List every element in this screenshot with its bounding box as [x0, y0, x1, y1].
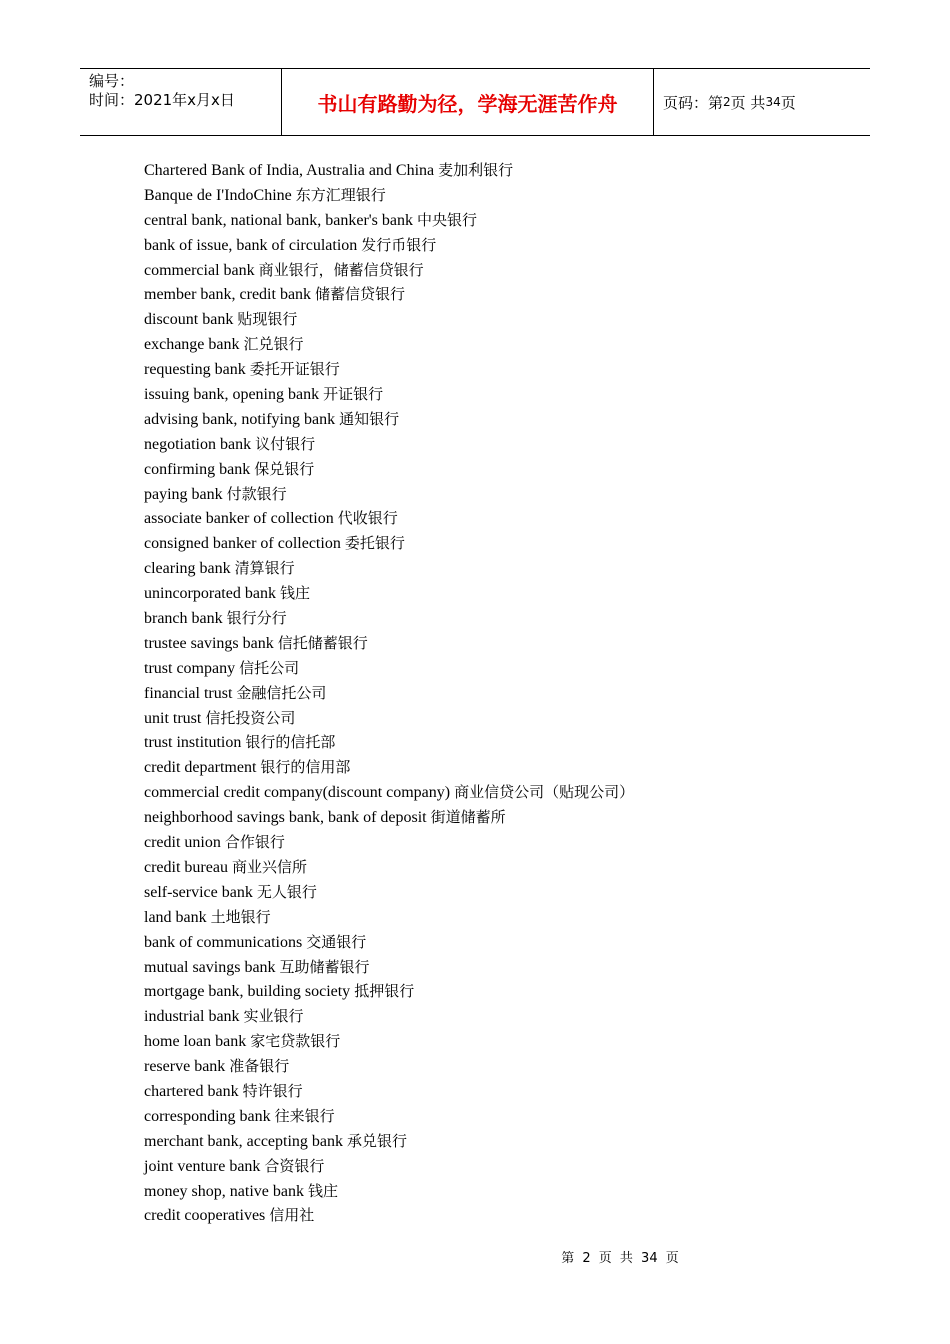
glossary-entry: [144, 1129, 634, 1154]
entry-chinese-term: 往来银行: [274, 1106, 335, 1125]
entry-chinese-term: 开证银行: [323, 385, 384, 404]
glossary-entry: [144, 755, 634, 780]
entry-chinese-term: 互助储蓄银行: [279, 957, 370, 976]
entry-chinese-term: 委托银行: [344, 534, 405, 553]
entry-english-term: branch bank: [144, 610, 223, 628]
entry-english-term: central bank, national bank, banker's bank: [144, 211, 414, 229]
entry-chinese-term: 土地银行: [210, 907, 271, 926]
entry-chinese-term: 发行币银行: [361, 235, 437, 254]
entry-english-term: exchange bank: [144, 336, 240, 354]
entry-chinese-term: 代收银行: [337, 509, 398, 528]
glossary-entry: [144, 1004, 634, 1029]
entry-english-term: credit cooperatives: [144, 1207, 266, 1225]
entry-english-term: mortgage bank, building society: [144, 983, 351, 1001]
entry-english-term: commercial bank: [144, 261, 255, 279]
entry-chinese-term: 信托公司: [239, 658, 300, 677]
entry-english-term: bank of issue, bank of circulation: [144, 236, 358, 254]
entry-english-term: requesting bank: [144, 361, 246, 379]
header-motto: 书山有路勤为径，学海无涯苦作舟: [282, 69, 654, 135]
glossary-entry: [144, 1154, 634, 1179]
page-header: [80, 68, 870, 136]
glossary-entry: [144, 183, 634, 208]
entry-english-term: unit trust: [144, 709, 202, 727]
glossary-entry: [144, 930, 634, 955]
entry-chinese-term: 金融信托公司: [236, 683, 327, 702]
glossary-entry: [144, 531, 634, 556]
entry-english-term: unincorporated bank: [144, 585, 276, 603]
entry-chinese-term: 商业兴信所: [231, 857, 307, 876]
glossary-entry: [144, 1179, 634, 1204]
entry-english-term: credit department: [144, 759, 257, 777]
entry-chinese-term: 付款银行: [226, 484, 287, 503]
entry-chinese-term: 东方汇理银行: [295, 185, 386, 204]
glossary-entry: [144, 457, 634, 482]
glossary-entry: [144, 581, 634, 606]
glossary-entry: [144, 1104, 634, 1129]
entry-chinese-term: 特许银行: [242, 1081, 303, 1100]
entry-chinese-term: 商业银行，储蓄信贷银行: [258, 260, 424, 279]
glossary-entry: [144, 880, 634, 905]
entry-chinese-term: 家宅贷款银行: [250, 1032, 341, 1051]
entry-english-term: confirming bank: [144, 460, 251, 478]
entry-english-term: money shop, native bank: [144, 1182, 304, 1200]
glossary-entry: [144, 855, 634, 880]
entry-chinese-term: 信托投资公司: [205, 708, 296, 727]
entry-english-term: industrial bank: [144, 1008, 240, 1026]
glossary-entry: [144, 432, 634, 457]
glossary-entry: [144, 282, 634, 307]
glossary-entry: [144, 332, 634, 357]
entry-chinese-term: 无人银行: [256, 882, 317, 901]
entry-chinese-term: 合资银行: [264, 1156, 325, 1175]
entry-english-term: mutual savings bank: [144, 958, 276, 976]
page-label-prefix: 页码：第: [663, 93, 724, 112]
entry-english-term: land bank: [144, 908, 207, 926]
entry-english-term: bank of communications: [144, 933, 303, 951]
glossary-entry: [144, 407, 634, 432]
entry-chinese-term: 贴现银行: [237, 310, 298, 329]
glossary-entry: [144, 233, 634, 258]
glossary-entry: [144, 506, 634, 531]
entry-english-term: credit union: [144, 834, 221, 852]
entry-english-term: home loan bank: [144, 1033, 247, 1051]
header-page-number: [654, 69, 870, 135]
page-footer: 第 2 页 共 34 页: [561, 1251, 679, 1266]
glossary-entry: [144, 158, 634, 183]
entry-english-term: neighborhood savings bank, bank of deposit: [144, 809, 427, 827]
entry-english-term: consigned banker of collection: [144, 535, 341, 553]
entry-english-term: clearing bank: [144, 560, 231, 578]
entry-chinese-term: 商业信贷公司（贴现公司）: [454, 783, 635, 802]
glossary-entry: [144, 656, 634, 681]
glossary-entry: [144, 1054, 634, 1079]
glossary-entry: [144, 631, 634, 656]
glossary-entry: [144, 382, 634, 407]
glossary-entry: [144, 730, 634, 755]
entry-english-term: credit bureau: [144, 858, 228, 876]
entry-english-term: joint venture bank: [144, 1157, 261, 1175]
entry-english-term: Banque de I'IndoChine: [144, 186, 292, 204]
glossary-entry: [144, 307, 634, 332]
header-meta: [80, 69, 282, 135]
glossary-entry: [144, 556, 634, 581]
entry-chinese-term: 通知银行: [339, 409, 400, 428]
glossary-entry: [144, 482, 634, 507]
entry-english-term: member bank, credit bank: [144, 286, 312, 304]
entry-chinese-term: 储蓄信贷银行: [315, 285, 406, 304]
page-total: 34: [765, 95, 781, 109]
entry-chinese-term: 银行分行: [226, 609, 287, 628]
glossary-entry: [144, 780, 634, 805]
page-label-mid: 页 共: [730, 93, 766, 112]
document-number-label: 编号：: [89, 72, 135, 90]
entry-english-term: Chartered Bank of India, Australia and China: [144, 162, 435, 179]
glossary-entry: [144, 830, 634, 855]
entry-english-term: paying bank: [144, 485, 223, 503]
glossary-list: [144, 158, 634, 1228]
entry-chinese-term: 议付银行: [255, 434, 316, 453]
entry-english-term: issuing bank, opening bank: [144, 386, 320, 404]
entry-english-term: financial trust: [144, 684, 233, 702]
entry-chinese-term: 汇兑银行: [243, 335, 304, 354]
glossary-entry: [144, 1029, 634, 1054]
entry-english-term: reserve bank: [144, 1058, 226, 1076]
entry-english-term: trust company: [144, 659, 236, 677]
entry-chinese-term: 中央银行: [417, 210, 478, 229]
entry-english-term: negotiation bank: [144, 435, 252, 453]
page-label-suffix: 页: [780, 93, 796, 112]
entry-english-term: advising bank, notifying bank: [144, 410, 336, 428]
entry-english-term: associate banker of collection: [144, 510, 334, 528]
entry-chinese-term: 承兑银行: [347, 1131, 408, 1150]
entry-chinese-term: 钱庄: [279, 584, 310, 603]
glossary-entry: [144, 606, 634, 631]
page-current: 2: [723, 95, 731, 109]
glossary-entry: [144, 979, 634, 1004]
glossary-entry: [144, 1203, 634, 1228]
entry-english-term: trust institution: [144, 734, 242, 752]
entry-chinese-term: 银行的信用部: [260, 758, 351, 777]
document-time-label: 时间：2021年x月x日: [89, 91, 235, 109]
entry-english-term: self-service bank: [144, 883, 253, 901]
entry-chinese-term: 合作银行: [224, 833, 285, 852]
entry-chinese-term: 清算银行: [234, 559, 295, 578]
entry-english-term: discount bank: [144, 311, 234, 329]
glossary-entry: [144, 357, 634, 382]
entry-chinese-term: 准备银行: [229, 1057, 290, 1076]
glossary-entry: [144, 805, 634, 830]
glossary-entry: [144, 681, 634, 706]
glossary-entry: [144, 258, 634, 283]
entry-chinese-term: 信托储蓄银行: [277, 633, 368, 652]
entry-english-term: trustee savings bank: [144, 634, 274, 652]
entry-english-term: merchant bank, accepting bank: [144, 1132, 344, 1150]
glossary-entry: [144, 1079, 634, 1104]
entry-chinese-term: 街道储蓄所: [430, 808, 506, 827]
entry-chinese-term: 实业银行: [243, 1007, 304, 1026]
entry-chinese-term: 银行的信托部: [245, 733, 336, 752]
entry-chinese-term: 抵押银行: [354, 982, 415, 1001]
entry-chinese-term: 保兑银行: [254, 459, 315, 478]
glossary-entry: [144, 905, 634, 930]
glossary-entry: [144, 706, 634, 731]
glossary-entry: [144, 955, 634, 980]
entry-english-term: corresponding bank: [144, 1107, 271, 1125]
entry-english-term: commercial credit company(discount company): [144, 784, 451, 802]
entry-chinese-term: 麦加利银行: [438, 161, 514, 179]
entry-chinese-term: 钱庄: [307, 1181, 338, 1200]
entry-english-term: chartered bank: [144, 1082, 239, 1100]
entry-chinese-term: 委托开证银行: [249, 360, 340, 379]
entry-chinese-term: 信用社: [269, 1206, 315, 1225]
glossary-entry: [144, 208, 634, 233]
entry-chinese-term: 交通银行: [306, 932, 367, 951]
